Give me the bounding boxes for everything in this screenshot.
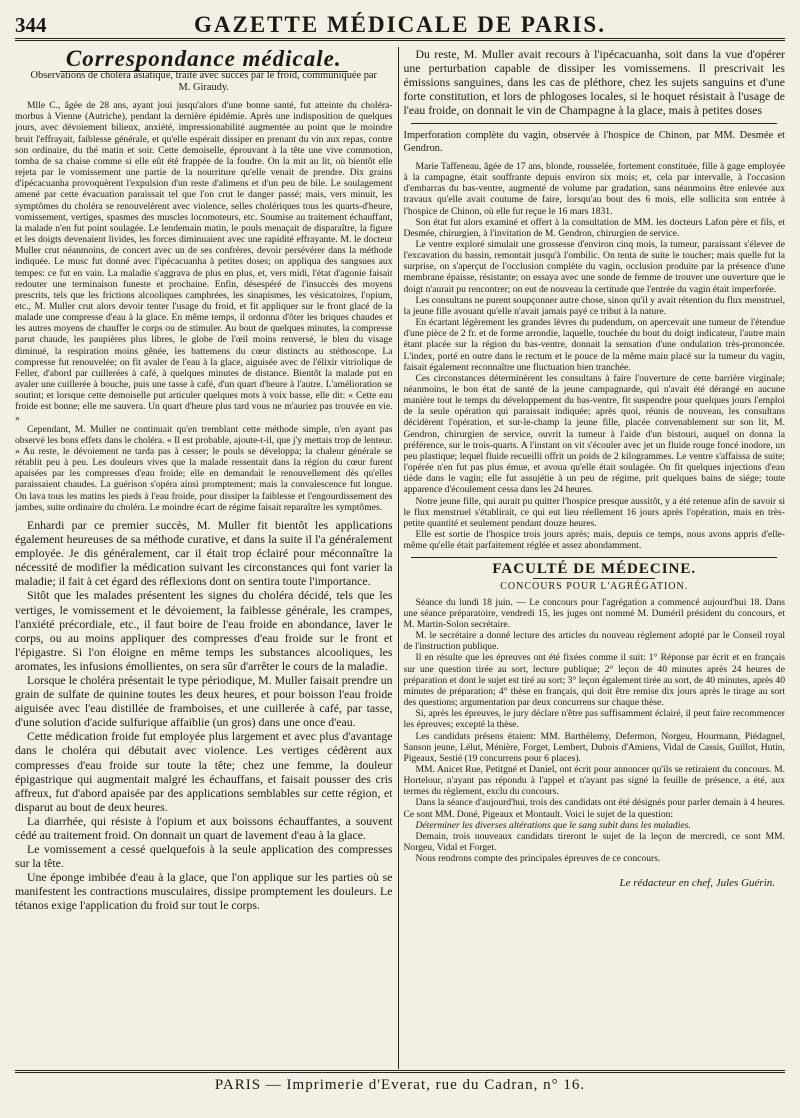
- paragraph: Enhardi par ce premier succès, M. Muller fit bientôt les applications également heureuses de sa méthode curative, et dans la suite il l'a généralement employée. Je dis généralement, car il était trop éclairé pour méconnaître la nécessité de modifier la médication suivant les circonstances qui font varier la maladie; il fait à cet égard des réflexions dont on sentira toute l'importance.: [15, 517, 393, 589]
- right-column: [404, 47, 786, 1069]
- paragraph: Lorsque le choléra présentait le type périodique, M. Muller faisait prendre un grain de sulfate de quinine toutes les deux heures, et pour boisson l'eau froide aiguisée avec l'eau distillée de framboises, et une cuillerée à café, par tasse, d'une solution d'acide sulfurique affaiblie (un gros) dans une once d'eau.: [15, 672, 393, 730]
- paragraph: Ces circonstances déterminèrent les consultans à faire l'ouverture de cette barrière virginale; néanmoins, le bon état de santé de la jeune campagnarde, qui n'avait été dérangé en aucune manière tout le temps du développement du bas-ventre, fit suspendre pour quelques jours l'emploi de la seule opération qui paraissait indiquée; après quoi, réunis de nouveau, les consultans décidèrent l'opération, et sur-le-champ la jeune fille, placée convenablement sur son lit, M. Gendron, chirurgien de service, ouvrit la tumeur à l'aide d'un bistouri, auquel on donna la préférence, sur le trois-quarts. A l'instant on vit s'écouler avec jet un fluide rouge foncé inodore, un peu plastique; lequel fluide recueilli offrit un poids de 2 kilogrammes. Le ventre s'affaissa de suite; l'opérée n'en fut pas plus émue, et avoua qu'elle était soulagée. On fit quelques injections d'eau tiède dans le vagin; elle fut assujétie à un peu de régime, prit quelques bains de siége; toute apparence d'écoulement cessa dans les 24 heures.: [403, 372, 785, 496]
- faculty-rule: [533, 578, 655, 579]
- section-rule: [411, 123, 777, 124]
- paragraph: Si, après les épreuves, le jury déclare n'être pas suffisamment éclairé, il peut faire recommencer les épreuves; excepté la thèse.: [403, 708, 785, 731]
- paragraph: MM. Anicet Rue, Petitgné et Daniel, ont écrit pour annoncer qu'ils se retiraient du concours. M. Hortelour, n'ayant pas répondu à l'appel et n'ayant pas signé la feuille de présence, a été, aux termes du règlement, exclu du concours.: [403, 764, 785, 798]
- observation-title: Observations de choléra asiatique, traité avec succès par le froid, communiquée par M. Giraudy.: [30, 70, 377, 94]
- paragraph: La diarrhée, qui résiste à l'opium et aux boissons échauffantes, a souvent cédé au traitement froid. On donnait un quart de lavement d'eau à la glace.: [15, 813, 393, 842]
- paragraph: Marie Taffeneau, âgée de 17 ans, blonde, rousselée, fortement constituée, fille à gage employée à la campagne, était souffrante depuis environ six mois; et, cela par intervalle, à l'occasion d'embarras du bas-ventre, augmenté de volume par gradation, sans néanmoins être enlevée aux travaux qu'elle avait coutume de faire, lorsqu'au bout des 6 mois, elle sollicita son entrée à l'hospice de Chinon, où elle fut reçue le 16 mars 1831.: [403, 160, 785, 217]
- paragraph: Nous rendrons compte des principales épreuves de ce concours.: [415, 853, 661, 865]
- paragraph: Les candidats présens étaient: MM. Barthélemy, Defermon, Norgeu, Hourmann, Piédagnel, Sanson jeune, Lélut, Ménière, Forget, Lembert, Dubois d'Amiens, Vidal de Cassis, Guillot, Hutin, Pigeaux, Sestié (19 concurrens pour 6 places).: [403, 730, 785, 764]
- faculty-title: FACULTÉ DE MÉDECINE.: [492, 561, 697, 578]
- page-header: [15, 8, 785, 41]
- imperforation-title: Imperforation complète du vagin, observée à l'hospice de Chinon, par MM. Desmée et Gendron.: [403, 130, 785, 154]
- paragraph: Demain, trois nouveaux candidats tireront le sujet de la leçon de mercredi, ce sont MM. Norgeu, Vidal et Forget.: [403, 830, 785, 854]
- section-title: Correspondance médicale.: [15, 53, 393, 64]
- printer-footer: PARIS — Imprimerie d'Everat, rue du Cadran, n° 16.: [15, 1070, 785, 1094]
- paragraph: Les consultans ne purent soupçonner autre chose, sinon qu'il y avait rétention du flux menstruel, la jeune fille avouant qu'elle n'avait jamais payé ce tribut à la nature.: [403, 294, 785, 317]
- paragraph: M. le secrétaire a donné lecture des articles du nouveau règlement adopté par le Conseil royal de l'instruction publique.: [403, 630, 785, 653]
- paragraph: Cependant, M. Muller ne continuait qu'en tremblant cette méthode simple, n'en ayant pas observé les bons effets dans le choléra. « Il est probable, ajoute-t-il, que j'y mettais trop de lenteur. » Au reste, le dévoiement ne tarda pas à cesser; le pouls se développa; la chaleur générale se rétablit peu à peu. Les douleurs vives que la malade ressentait dans la région du cœur furent apaisées par les compresses d'eau froide; elle en demandait le renouvellement dès qu'elles paraissaient chaudes. La guérison s'opéra ainsi promptement; mais la convalescence fut longue. On lava tous les matins les pieds à l'eau froide, pour dissiper la faiblesse et l'engourdissement des jambes, suite ordinaire du choléra. Le moindre écart de régime faisait reparaître les symptômes.: [15, 423, 393, 513]
- paragraph: Notre jeune fille, qui aurait pu quitter l'hospice presque aussitôt, y a été retenue afin de savoir si le flux menstruel s'établirait, ce qui eut lieu réellement 16 jours après l'opération, mais en très-petite quantité et seulement pendant douze heures.: [403, 495, 785, 529]
- paragraph: En écartant légèrement les grandes lèvres du pudendum, on apercevait une tumeur de l'étendue d'une pièce de 2 fr. et de forme arrondie, laquelle, touchée du bout du doigt indicateur, l'autre main étant placée sur la région du bas-ventre, donnait la sensation d'une ondulation très-prononcée. L'index, porté en outre dans le rectum et le pouce de la même main placé sur la tumeur du vagin, faisait également reconnaître une fluctuation bien tranchée.: [403, 317, 785, 373]
- paragraph: Elle est sortie de l'hospice trois jours après; mais, depuis ce temps, nous avons appris d'elle-même qu'elle était parfaitement réglée et assez abondamment.: [403, 529, 785, 552]
- paragraph: Le vomissement a cessé quelquefois à la seule application des compresses sur la tête.: [15, 842, 393, 871]
- section-rule: [411, 557, 777, 558]
- columns: [15, 47, 785, 1069]
- editor-signature: Le rédacteur en chef, Jules Guérin.: [619, 877, 775, 890]
- paragraph: Du reste, M. Muller avait recours à l'ipécacuanha, soit dans la vue d'opérer une perturbation capable de dissiper les vomissemens. Il prescrivait les émissions sanguines, dans les cas de pléthore, chez les sujets sanguins et d'une forte constitution, et lors de phlogoses locales, si le hoquet résistait à l'usage de l'eau froide, on donnait le vin de Champagne à la glace, mais à petites doses: [403, 47, 785, 118]
- paragraph: Sitôt que les malades présentent les signes du choléra décidé, tels que les vertiges, le vomissement et le dévoiement, la faiblesse générale, les crampes, l'anxiété précordiale, etc., il faut boire de l'eau froide en abondance, laver le corps, ou au moins appliquer des compresses d'eau froide sur le front et l'épigastre. Si l'on éloigne en même temps les substances alcooliques, les aromates, les infusions émollientes, on sera sûr d'arrêter le cours de la maladie.: [15, 588, 393, 673]
- paragraph: Séance du lundi 18 juin. — Le concours pour l'agrégation a commencé aujourd'hui 18. Dans une séance préparatoire, vendredi 15, les juges ont nommé M. Duméril président du concours, et M. Martin-Solon secrétaire.: [403, 596, 785, 630]
- question-text: Déterminer les diverses altérations que le sang subit dans les maladies.: [415, 819, 691, 831]
- paragraph: Son état fut alors examiné et offert à la consultation de MM. les docteurs Lafon père et fils, et Desmée, chirurgien, à l'invitation de M. Gendron, chirurgien de service.: [403, 216, 785, 239]
- newspaper-page: [15, 0, 785, 1100]
- paragraph: Mlle C., âgée de 28 ans, ayant joui jusqu'alors d'une bonne santé, fut atteinte du choléra-morbus à Vienne (Autriche), pendant la dernière épidémie. Après une indisposition de quelques jours, avec dévoiement bilieux, anxiété, impressionabilité augmentée au point que le moindre bruit l'effrayait, faiblesse générale, et qu'elle espérait dissiper en prenant du vin aux repas, contre son ordinaire, du thé matin et soir. Cette demoiselle, éprouvant à la tête une vive commotion, tomba de sa chaise comme si elle eût été frappée de la foudre. On la mit au lit, où bientôt elle rejeta par le vomissement une partie de la nourriture qu'elle venait de prendre. Dix grains d'ipécacuanha provoquèrent l'expulsion d'un reste d'alimens et d'un peu de bile. Le soulagement amené par cette évacuation paraissait tel que l'on crut le danger passé; mais, vers minuit, les symptômes du choléra se renouvelèrent avec violence, selles cholériques tous les quarts-d'heure, vomissement, vertiges, spasmes des muscles locomoteurs, etc. Soumise au traitement échauffant, la malade n'en fut point soulagée. Le lendemain matin, le pouls menaçait de disparaître, la figure et les doigts devenaient livides, les forces diminuaient avec une rapidité effrayante. M. le docteur Muller crut néanmoins, de concert avec un de ses confrères, devoir persévérer dans la méthode indiquée. Le musc fut donné avec l'ipécacuanha à petites doses; on appliqua des sangsues aux tempes: ce fut en vain. La maladie s'aggrava de plus en plus, et, vers midi, l'état d'agonie faisait redouter une terminaison funeste et prochaine. Enfin, désespéré de l'insuccès des moyens prescrits, tels que les frictions alcooliques camphrées, les sinapismes, les vésicatoires, l'opium, etc., M. Muller crut alors devoir tenter l'usage du froid, et fit appliquer sur le front glacé de la malade une compresse d'eau à la glace. En même temps, il ordonna d'ôter les briques chaudes et les autres moyens de chauffer le corps ou de stimuler. Au bout de quelques minutes, la compresse parut chaude, les paupières plus libres, le globe de l'œil moins renversé, le bleu du visage diminué, la respiration moins gênée, les battemens du cœur distincts au stéthoscope. La compresse fut renouvelée; on fit avaler de l'eau à la glace, aiguisée avec de l'élixir vitriolique de Feller, d'abord par cuillerées à café, à quelques minutes de distance. Bientôt la malade put en avaler une cuillerée à bouche, puis une tasse à café, d'un quart d'heure à l'autre. L'amélioration se soutint; et lorsque cette demoiselle put articuler quelques mots à voix basse, elle dit: « Cette eau froide est bonne; elle me sauvera. Un quart d'heure plus tard vous ne m'auriez pas trouvée en vie. »: [15, 100, 393, 424]
- paragraph: Cette médication froide fut employée plus largement et avec plus d'avantage dans le choléra qui débutait avec violence. Les vertiges cédèrent aux compresses d'eau froide sur toute la tête; chez une femme, la douleur épigastrique qui augmentait malgré les échauffans, et faisait pousser des cris affreux, fut d'abord apaisée par des applications semblables sur cette région, et disparut au bout de deux heures.: [15, 729, 393, 814]
- left-column: [15, 47, 393, 1069]
- concours-title: CONCOURS POUR L'AGRÉGATION.: [500, 580, 689, 592]
- paragraph: Le ventre exploré simulait une grossesse d'environ cinq mois, la tumeur, paraissant s'élever de l'excavation du bassin, remontait jusqu'à l'ombilic. On tenta de suite le toucher; mais quelle fut la surprise, on s'aperçut de l'occlusion complète du vagin, occlusion produite par la présence d'une membrane épaisse, résistante; on essaya avec une sonde de femme de trouver une ouverture que le doigt n'aurait pu rencontrer; on eut de nouveau la certitude que l'entrée du vagin était imperforée.: [403, 238, 785, 295]
- paragraph: Une éponge imbibée d'eau à la glace, que l'on applique sur les parties où se manifestent les contractions musculaires, dissipe promptement les douleurs. Le tétanos exige l'application du froid sur tout le corps.: [15, 870, 393, 913]
- paragraph: Il en résulte que les épreuves ont été fixées comme il suit: 1° Réponse par écrit et en français sur une question tirée au sort, lecture publique; 2° leçon de 40 minutes après 24 heures de préparation et dont le sujet est tiré au sort; 3° leçon également tirée au sort, de 40 minutes, après 40 minutes de préparation; 4° thèse en français, qui doit être remise dix jours après le tirage au sort des questions; argumentation par deux concurrens sur chaque thèse.: [403, 652, 785, 709]
- page-number: 344: [15, 13, 47, 37]
- column-divider: [398, 47, 399, 1069]
- paragraph: Dans la séance d'aujourd'hui, trois des candidats ont été désignés pour parler demain à 4 heures. Ce sont MM. Doné, Pigeaux et Montault. Voici le sujet de la question:: [403, 797, 785, 820]
- gazette-title: GAZETTE MÉDICALE DE PARIS.: [194, 12, 606, 37]
